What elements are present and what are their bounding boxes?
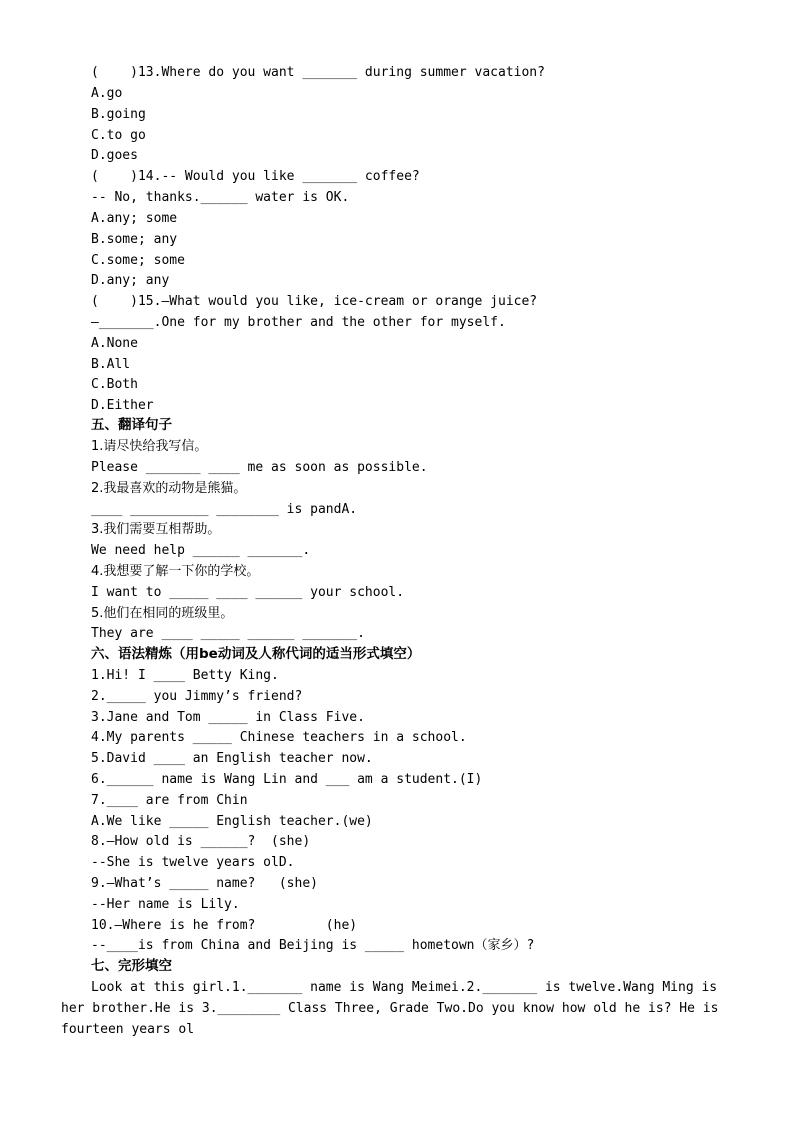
grammar-line-3: 3.Jane and Tom _____ in Class Five. (91, 710, 365, 725)
grammar-line-10-answer: --____is from China and Beijing is _____ hometown（家乡）? (91, 938, 535, 953)
question-13-option-d: D.goes (91, 148, 138, 163)
translation-2-english: ____ __________ ________ is pandA. (91, 502, 358, 517)
translation-3-chinese: 3.我们需要互相帮助。 (91, 522, 221, 537)
question-13-option-c: C.to go (91, 128, 146, 143)
grammar-line-5: 5.David ____ an English teacher now. (91, 751, 373, 766)
question-14-option-a: A.any; some (91, 211, 178, 226)
question-14-stem-reply: -- No, thanks.______ water is OK. (91, 190, 350, 205)
grammar-line-6: 6.______ name is Wang Lin and ___ am a student.(I) (91, 772, 483, 787)
grammar-line-1: 1.Hi! I ____ Betty King. (91, 668, 279, 683)
grammar-line-4: 4.My parents _____ Chinese teachers in a school. (91, 730, 467, 745)
grammar-line-9: 9.–What’s _____ name? (she) (91, 876, 318, 891)
grammar-line-10: 10.–Where is he from? (he) (91, 918, 358, 933)
section-6-heading: 六、语法精炼（用be动词及人称代词的适当形式填空） (91, 646, 421, 662)
question-14-option-d: D.any; any (91, 273, 170, 288)
question-13-option-a: A.go (91, 86, 123, 101)
question-13-option-b: B.going (91, 107, 146, 122)
translation-1-english: Please _______ ____ me as soon as possible. (91, 460, 428, 475)
translation-4-english: I want to _____ ____ ______ your school. (91, 585, 405, 600)
section-7-heading: 七、完形填空 (91, 958, 172, 974)
grammar-line-a: A.We like _____ English teacher.(we) (91, 814, 373, 829)
question-14-option-b: B.some; any (91, 232, 178, 247)
translation-3-english: We need help ______ _______. (91, 543, 311, 558)
translation-4-chinese: 4.我想要了解一下你的学校。 (91, 564, 260, 579)
question-14-stem: ( )14.-- Would you like _______ coffee? (91, 169, 420, 184)
question-15-stem: ( )15.—What would you like, ice-cream or orange juice? (91, 294, 538, 309)
question-15-option-d: D.Either (91, 398, 154, 413)
grammar-line-2: 2._____ you Jimmy’s friend? (91, 689, 303, 704)
grammar-line-8-answer: --She is twelve years olD. (91, 855, 295, 870)
question-15-stem-reply: —_______.One for my brother and the other for myself. (91, 315, 506, 330)
question-15-option-c: C.Both (91, 377, 138, 392)
translation-2-chinese: 2.我最喜欢的动物是熊猫。 (91, 481, 247, 496)
translation-5-chinese: 5.他们在相同的班级里。 (91, 606, 234, 621)
question-14-option-c: C.some; some (91, 253, 185, 268)
question-15-option-a: A.None (91, 336, 138, 351)
grammar-line-7: 7.____ are from Chin (91, 793, 248, 808)
grammar-line-8: 8.–How old is ______? (she) (91, 834, 311, 849)
grammar-line-9-answer: --Her name is Lily. (91, 897, 240, 912)
question-13-stem: ( )13.Where do you want _______ during summer vacation? (91, 65, 545, 80)
question-15-option-b: B.All (91, 357, 131, 372)
translation-5-english: They are ____ _____ ______ _______. (91, 626, 365, 641)
section-5-heading: 五、翻译句子 (91, 417, 172, 433)
cloze-paragraph: Look at this girl.1._______ name is Wang Meimei.2._______ is twelve.Wang Ming is her brother.He is 3.________ Class Three, Grade Two.Do you know how old he is? He is fourteen years ol (61, 980, 719, 1037)
translation-1-chinese: 1.请尽快给我写信。 (91, 439, 208, 454)
